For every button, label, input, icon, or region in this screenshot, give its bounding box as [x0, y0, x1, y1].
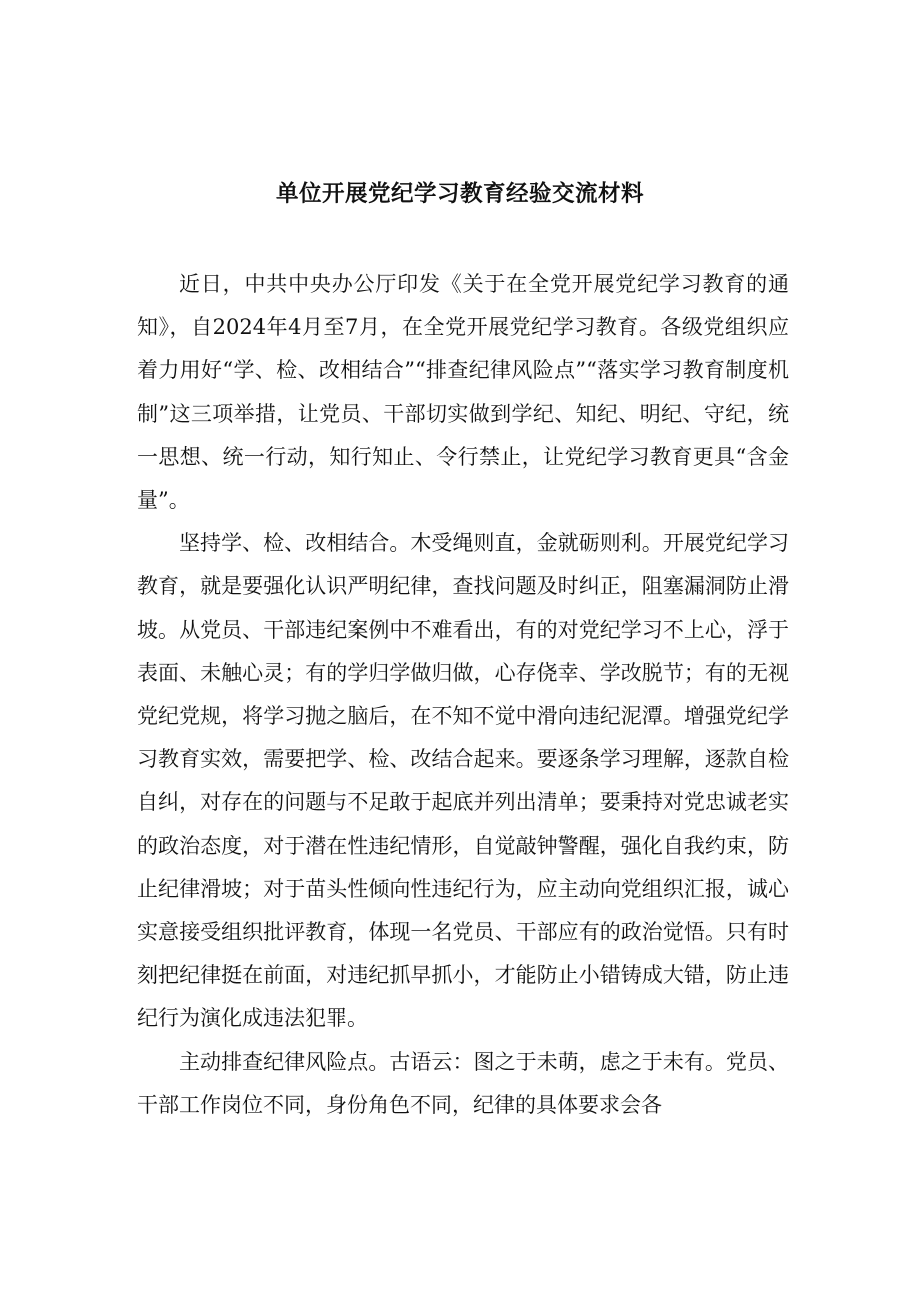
paragraph-intro: 近日，中共中央办公厅印发《关于在全党开展党纪学习教育的通知》，自2024年4月至7月，在全党开展党纪学习教育。各级党组织应着力用好“学、检、改相结合”“排查纪律风险点”“落实学习教育制度机制”这三项举措，让党员、干部切实做到学纪、知纪、明纪、守纪，统一思想、统一行动，知行知止、令行禁止，让党纪学习教育更具“含金量”。	[137, 272, 789, 513]
paragraph-learn-check-correct: 坚持学、检、改相结合。木受绳则直，金就砺则利。开展党纪学习教育，就是要强化认识严明纪律，查找问题及时纠正，阻塞漏洞防止滑坡。从党员、干部违纪案例中不难看出，有的对党纪学习不上心，浮于表面、未触心灵；有的学归学做归做，心存侥幸、学改脱节；有的无视党纪党规，将学习抛之脑后，在不知不觉中滑向违纪泥潭。增强党纪学习教育实效，需要把学、检、改结合起来。要逐条学习理解，逐款自检自纠，对存在的问题与不足敢于起底并列出清单；要秉持对党忠诚老实的政治态度，对于潜在性违纪情形，自觉敲钟警醒，强化自我约束，防止纪律滑坡；对于苗头性倾向性违纪行为，应主动向党组织汇报，诚心实意接受组织批评教育，体现一名党员、干部应有的政治觉悟。只有时刻把纪律挺在前面，对违纪抓早抓小，才能防止小错铸成大错，防止违纪行为演化成违法犯罪。	[137, 531, 789, 1031]
document-title: 单位开展党纪学习教育经验交流材料	[275, 181, 644, 207]
document-body	[137, 263, 789, 1127]
paragraph-risk-points: 主动排查纪律风险点。古语云：图之于未萌，虑之于未有。党员、干部工作岗位不同，身份角色不同，纪律的具体要求会各	[137, 1049, 789, 1117]
